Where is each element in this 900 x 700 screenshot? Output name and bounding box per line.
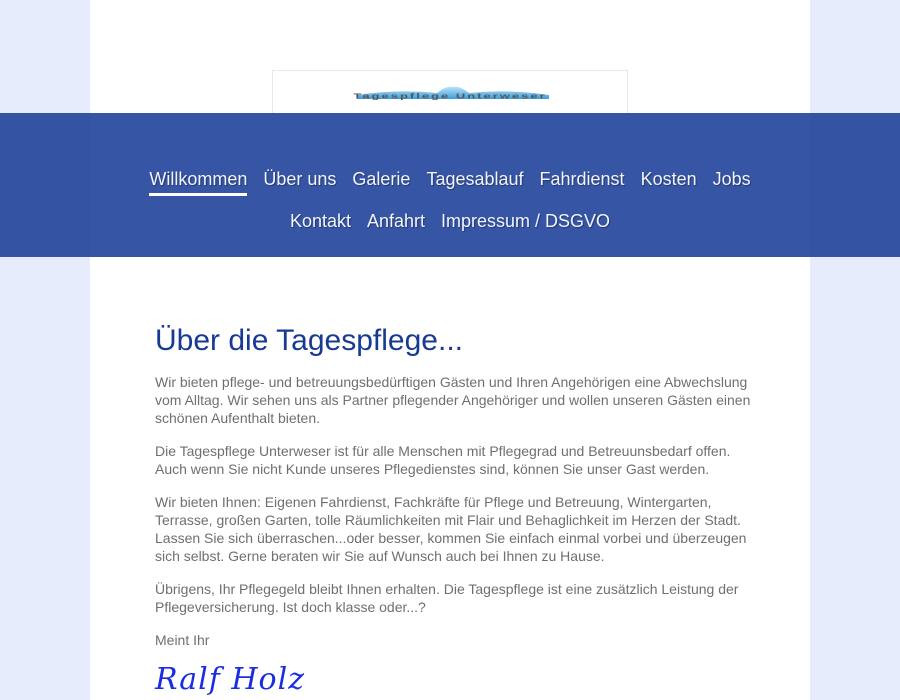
offer-paragraph: Wir bieten Ihnen: Eigenen Fahrdienst, Fachkräfte für Pflege und Betreuung, Wintergarten, Terrasse, großen Garten, tolle Räumlichkeiten mit Flair und Behaglichkeit im Herzen der Stadt. Lassen Sie sich überraschen...oder besser, kommen Sie einfach einmal vorbei und überzeugen sich selbst. Gerne beraten wir Sie auf Wunsch auch bei Ihnen zu Hause. [155, 494, 747, 564]
nav-item-anfahrt[interactable]: Anfahrt [366, 211, 426, 231]
nav-item-impressum[interactable]: Impressum / DSGVO [441, 211, 611, 231]
nav-item-tagesablauf[interactable]: Tagesablauf [426, 169, 524, 189]
nav-item-fahrdienst[interactable]: Fahrdienst [539, 169, 625, 189]
main-content [155, 322, 755, 697]
signature-image: Ralf Holz [155, 662, 306, 697]
eligibility-paragraph: Die Tagespflege Unterweser ist für alle Menschen mit Pflegegrad und Betreuunsbedarf offen. Auch wenn Sie nicht Kunde unseres Pflegedienstes sind, können Sie unser Gast werden. [155, 443, 731, 477]
nav-item-willkommen[interactable]: Willkommen [141, 167, 255, 191]
nav-row-primary [0, 167, 900, 191]
logo-text: Tagespflege Unterweser [353, 92, 547, 101]
closing-paragraph: Meint Ihr [155, 632, 210, 648]
care-money-paragraph: Übrigens, Ihr Pflegegeld bleibt Ihnen erhalten. Die Tagespflege ist eine zusätzlich Leistung der Pflegeversicherung. Ist doch klasse oder...? [155, 581, 739, 615]
nav-item-ueber-uns[interactable]: Über uns [263, 169, 337, 189]
nav-item-galerie[interactable]: Galerie [352, 169, 411, 189]
nav-item-jobs[interactable]: Jobs [712, 169, 751, 189]
intro-paragraph: Wir bieten pflege- und betreuungsbedürftigen Gästen und Ihren Angehörigen eine Abwechslung vom Alltag. Wir sehen uns als Partner pflegender Angehöriger und wollen unseren Gästen einen schönen Aufenthalt bieten. [155, 374, 751, 426]
nav-item-kontakt[interactable]: Kontakt [289, 211, 351, 231]
nav-item-kosten[interactable]: Kosten [640, 169, 697, 189]
site-logo[interactable] [272, 70, 628, 114]
page-title: Über die Tagespflege... [155, 324, 463, 357]
nav-row-secondary [0, 209, 900, 233]
